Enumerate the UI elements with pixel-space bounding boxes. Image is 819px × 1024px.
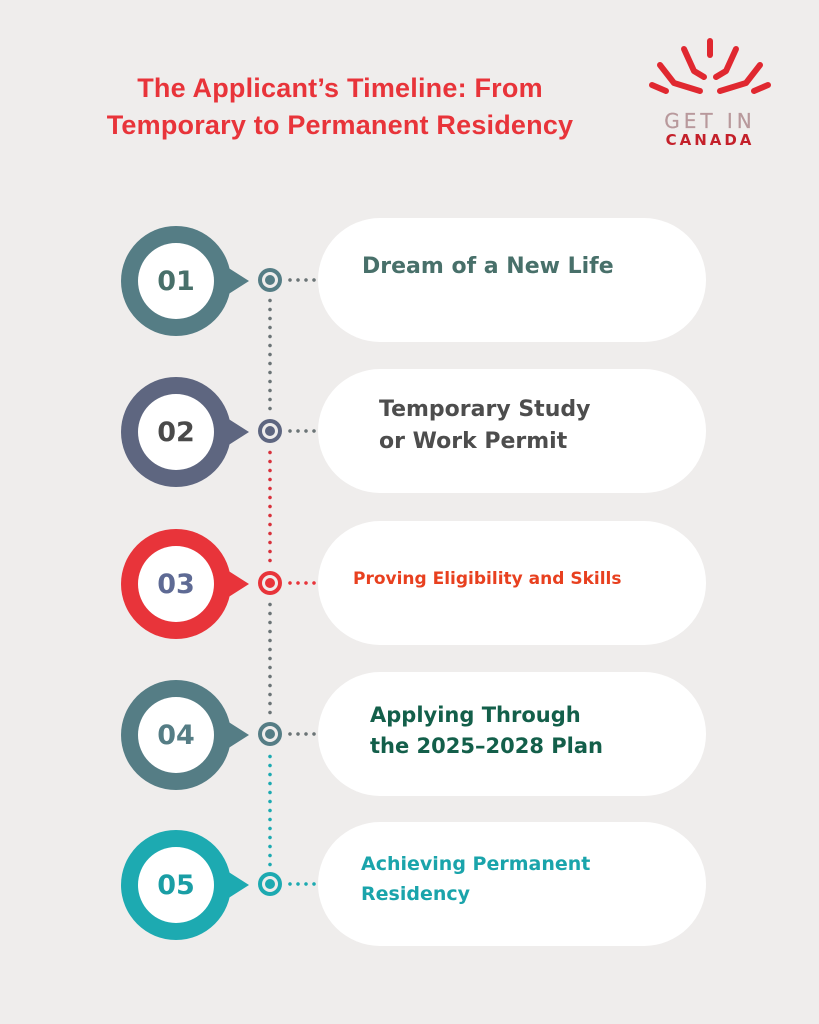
step-number-badge bbox=[121, 830, 231, 940]
page-title bbox=[60, 70, 620, 144]
timeline-node-icon bbox=[258, 268, 282, 292]
step-number: 05 bbox=[138, 847, 214, 923]
step-card bbox=[318, 822, 706, 946]
timeline-step-1 bbox=[0, 218, 819, 348]
dotted-connector bbox=[286, 581, 318, 585]
step-label-line-1: Applying Through bbox=[370, 703, 581, 727]
timeline-step-3 bbox=[0, 521, 819, 651]
timeline-node-icon bbox=[258, 722, 282, 746]
step-label bbox=[379, 394, 590, 458]
step-label-line-2: Residency bbox=[361, 883, 470, 905]
step-label bbox=[370, 700, 603, 762]
step-label bbox=[361, 849, 590, 909]
dotted-connector bbox=[286, 429, 318, 433]
timeline-node-icon bbox=[258, 872, 282, 896]
step-card bbox=[318, 369, 706, 493]
timeline-step-4 bbox=[0, 672, 819, 802]
step-label-line-2: the 2025–2028 Plan bbox=[370, 734, 603, 758]
get-in-canada-logo bbox=[640, 35, 780, 155]
step-label-line-1: Achieving Permanent bbox=[361, 853, 591, 875]
dotted-connector bbox=[286, 278, 318, 282]
step-label: Dream of a New Life bbox=[362, 254, 614, 279]
step-number: 01 bbox=[138, 243, 214, 319]
step-number: 04 bbox=[138, 697, 214, 773]
step-label-line-1: Temporary Study bbox=[379, 397, 591, 422]
step-card bbox=[318, 218, 706, 342]
title-line-2: Temporary to Permanent Residency bbox=[106, 110, 574, 140]
logo-text-get-in: GET IN bbox=[664, 109, 756, 133]
step-label: Proving Eligibility and Skills bbox=[353, 569, 622, 589]
timeline-node-icon bbox=[258, 419, 282, 443]
title-line-1: The Applicant’s Timeline: From bbox=[137, 73, 543, 103]
step-number-badge bbox=[121, 680, 231, 790]
timeline-step-2 bbox=[0, 369, 819, 499]
step-number-badge bbox=[121, 226, 231, 336]
step-number: 02 bbox=[138, 394, 214, 470]
logo-text-canada: CANADA bbox=[665, 131, 755, 149]
step-card bbox=[318, 672, 706, 796]
step-number-badge bbox=[121, 377, 231, 487]
timeline-step-5 bbox=[0, 822, 819, 952]
step-card bbox=[318, 521, 706, 645]
step-label-line-2: or Work Permit bbox=[379, 429, 568, 454]
timeline-node-icon bbox=[258, 571, 282, 595]
dotted-connector bbox=[286, 732, 318, 736]
step-number-badge bbox=[121, 529, 231, 639]
dotted-connector bbox=[286, 882, 318, 886]
step-number: 03 bbox=[138, 546, 214, 622]
sunburst-maple-icon bbox=[646, 35, 774, 107]
